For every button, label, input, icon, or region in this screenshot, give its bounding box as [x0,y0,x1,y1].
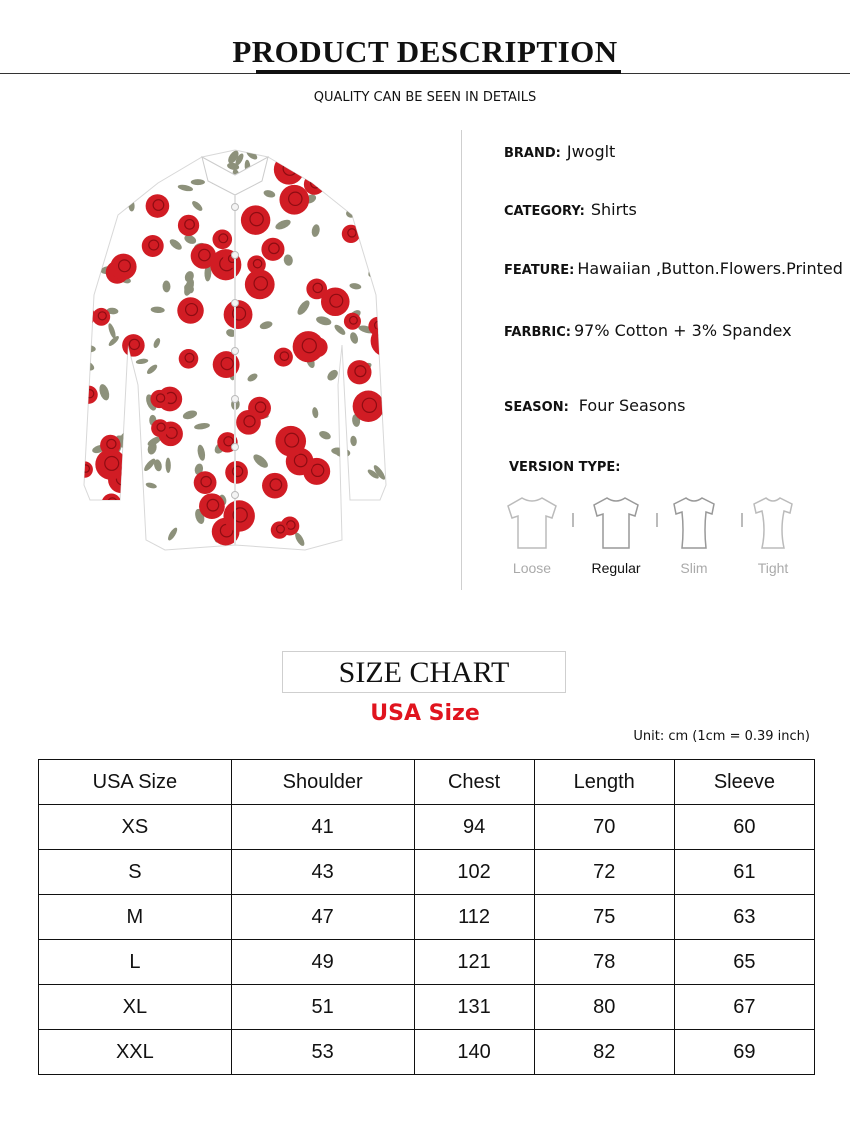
table-cell: XS [39,805,232,850]
table-header-row [39,760,815,805]
table-cell: 70 [534,805,674,850]
column-header: Chest [414,760,534,805]
table-cell: 94 [414,805,534,850]
size-region-label: USA Size [370,701,480,726]
column-header: Sleeve [674,760,814,805]
table-cell: 67 [674,985,814,1030]
loose-tshirt-icon [506,494,558,550]
table-cell: XL [39,985,232,1030]
spec-season: SEASON: Four Seasons [504,396,686,415]
table-cell: XXL [39,1030,232,1075]
header [0,30,850,80]
table-row [39,895,815,940]
page-subtitle: QUALITY CAN BE SEEN IN DETAILS [313,90,537,105]
table-cell: 80 [534,985,674,1030]
version-type-label: VERSION TYPE: [509,460,621,475]
table-cell: 140 [414,1030,534,1075]
spec-fabric: FARBRIC: 97% Cotton + 3% Spandex [504,321,792,340]
table-cell: 51 [231,985,414,1030]
table-cell: M [39,895,232,940]
version-type-slim: Slim [659,494,729,576]
divider [461,130,462,590]
version-type-loose: Loose [497,494,567,576]
spec-category: CATEGORY: Shirts [504,200,637,219]
table-cell: 112 [414,895,534,940]
spec-brand: BRAND: Jwoglt [504,142,616,161]
floral-shirt-image [80,145,390,555]
table-cell: 49 [231,940,414,985]
table-row [39,850,815,895]
page-title: PRODUCT DESCRIPTION [0,34,850,70]
table-row [39,940,815,985]
table-cell: 121 [414,940,534,985]
unit-note: Unit: cm (1cm = 0.39 inch) [633,729,810,744]
slim-tshirt-icon [668,494,720,550]
version-separator [656,513,658,527]
table-cell: 69 [674,1030,814,1075]
spec-feature: FEATURE: Hawaiian ,Button.Flowers.Printed [504,259,843,278]
version-type-regular: Regular [581,494,651,576]
table-cell: 61 [674,850,814,895]
version-separator [572,513,574,527]
size-table [38,759,815,1075]
version-type-tight: Tight [738,494,808,576]
table-cell: 82 [534,1030,674,1075]
table-cell: 78 [534,940,674,985]
column-header: USA Size [39,760,232,805]
table-row [39,1030,815,1075]
table-cell: S [39,850,232,895]
table-cell: 53 [231,1030,414,1075]
tight-tshirt-icon [747,494,799,550]
table-cell: L [39,940,232,985]
table-cell: 43 [231,850,414,895]
title-underline [256,70,621,74]
table-cell: 72 [534,850,674,895]
column-header: Shoulder [231,760,414,805]
table-row [39,985,815,1030]
column-header: Length [534,760,674,805]
table-cell: 75 [534,895,674,940]
table-row [39,805,815,850]
table-cell: 47 [231,895,414,940]
table-cell: 60 [674,805,814,850]
product-image [80,145,390,555]
table-cell: 41 [231,805,414,850]
table-cell: 102 [414,850,534,895]
table-cell: 131 [414,985,534,1030]
size-chart-title: SIZE CHART [282,651,566,693]
table-cell: 63 [674,895,814,940]
table-cell: 65 [674,940,814,985]
regular-tshirt-icon [590,494,642,550]
